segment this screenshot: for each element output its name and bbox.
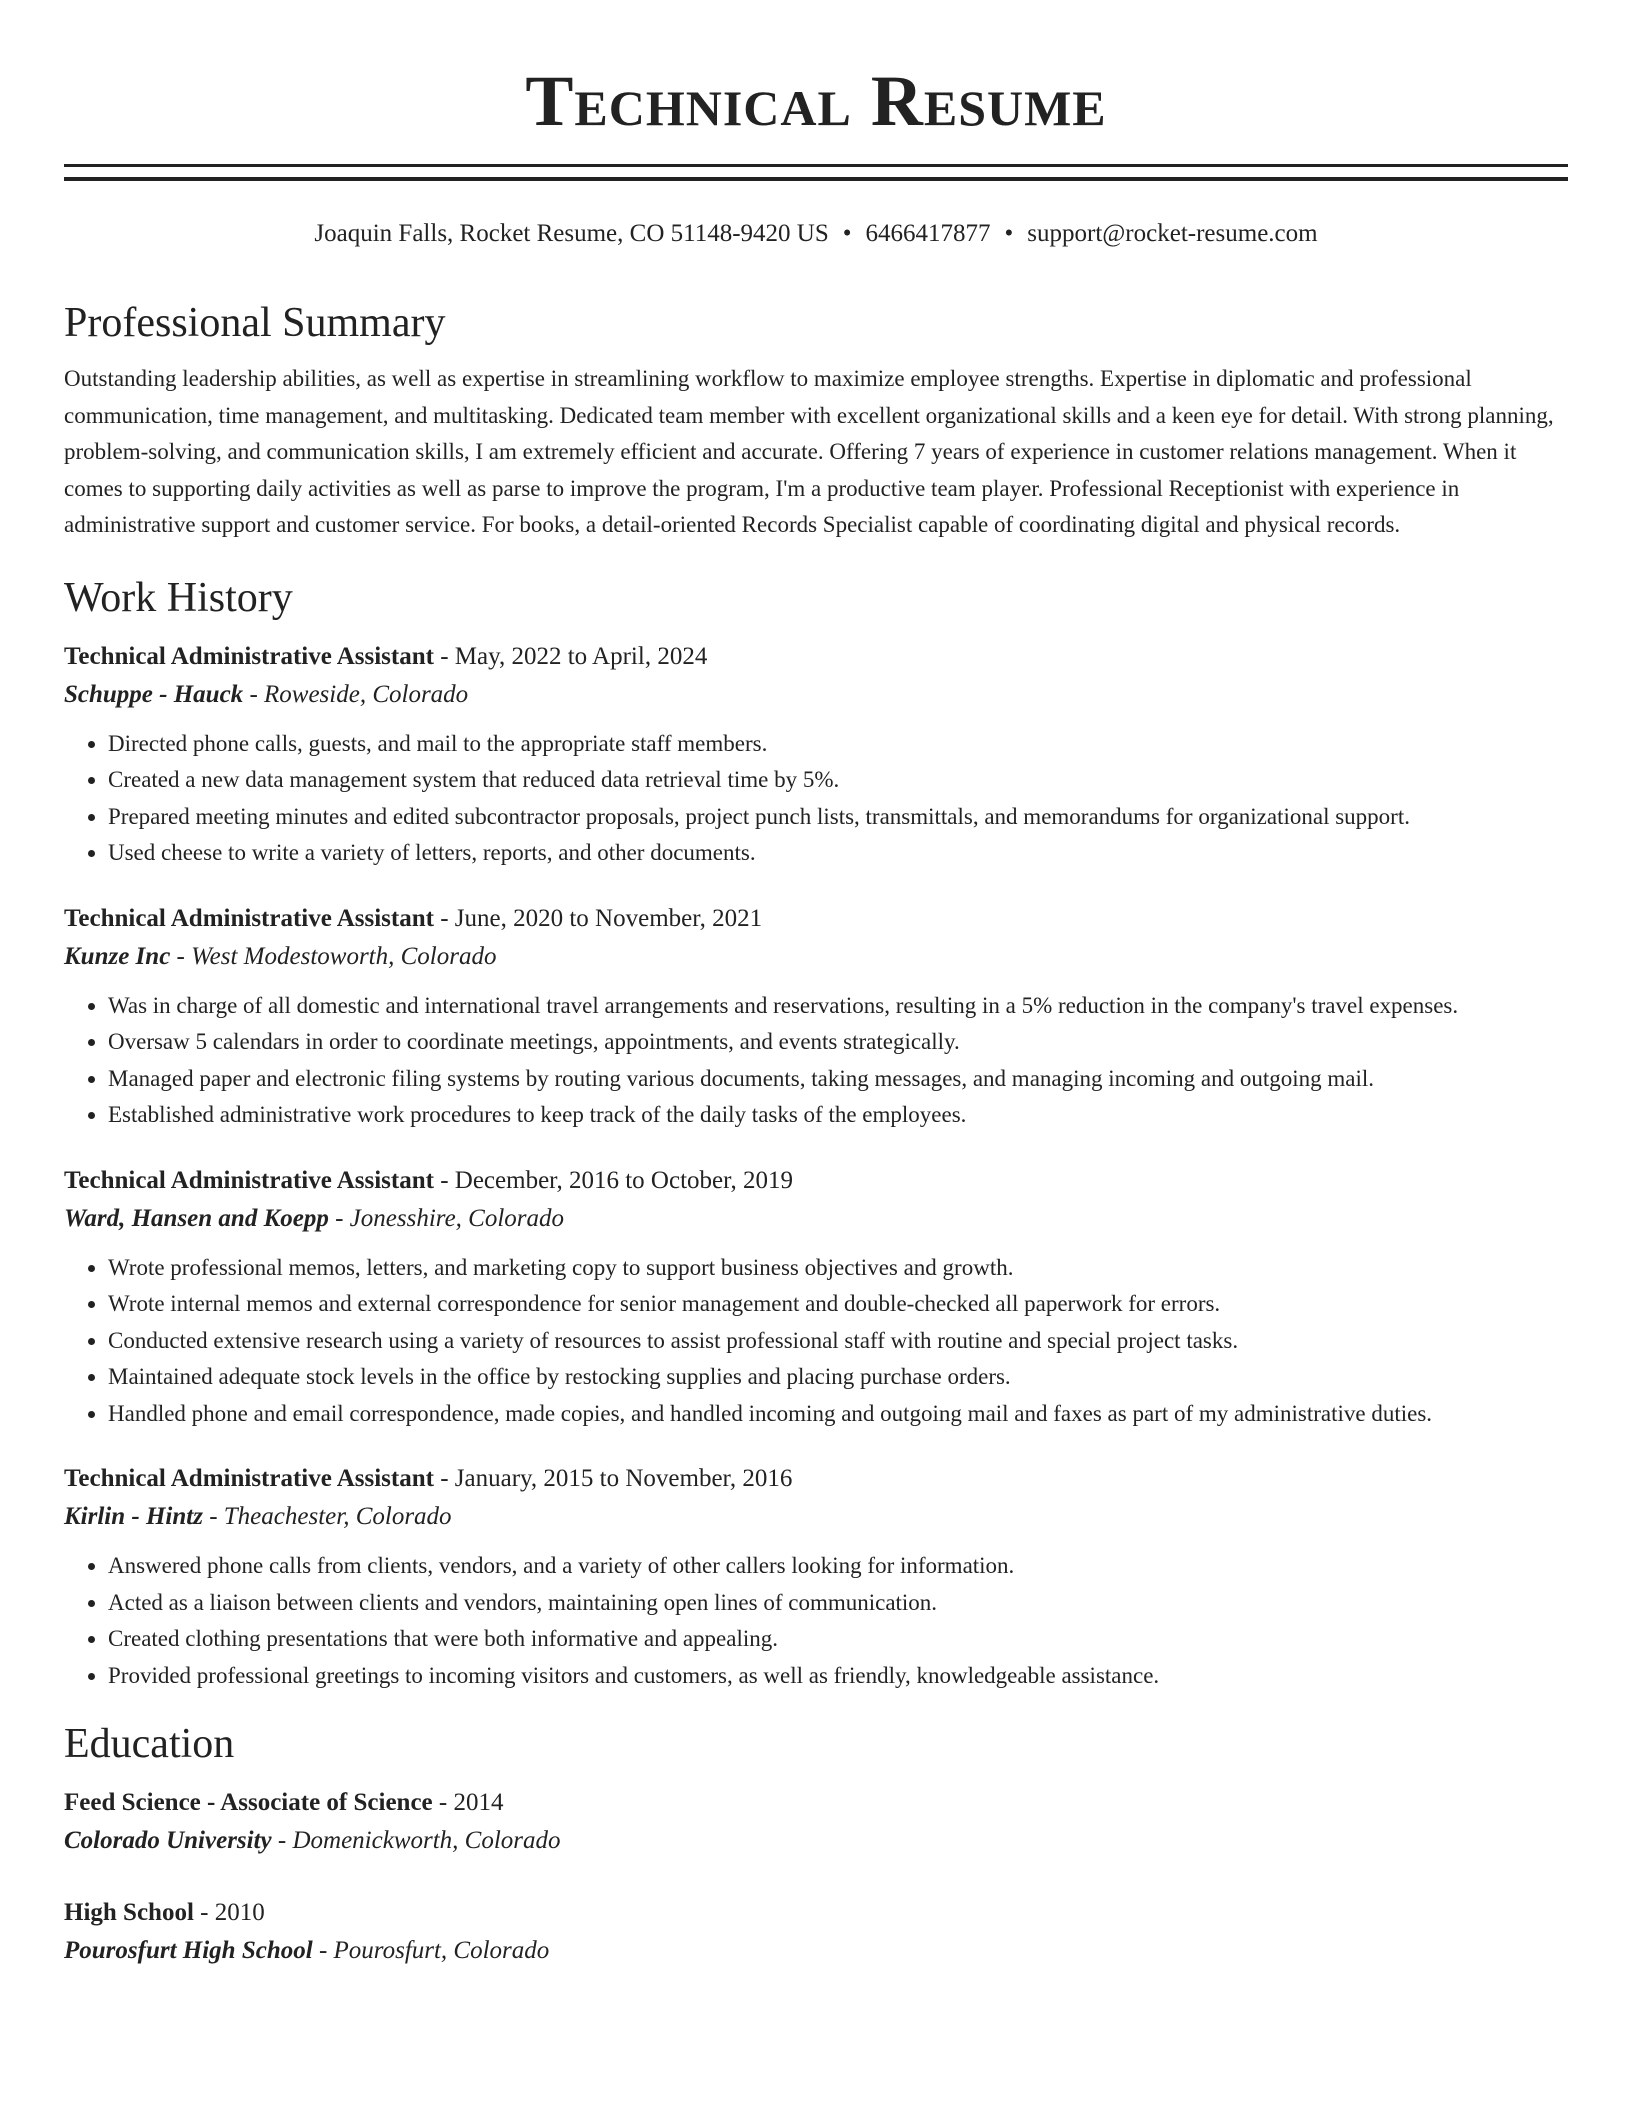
company-location: - Roweside, Colorado xyxy=(243,680,469,708)
job-entry xyxy=(64,1460,1568,1694)
list-item: • Created clothing presentations that were both informative and appealing. xyxy=(108,1621,1568,1658)
education-heading: Education xyxy=(64,1721,235,1767)
list-item: • Created a new data management system that reduced data retrieval time by 5%. xyxy=(108,762,1568,799)
job-duties-list xyxy=(64,1548,1568,1694)
company-name: Ward, Hansen and Koepp xyxy=(64,1204,329,1232)
company-name: Kunze Inc xyxy=(64,942,171,970)
job-title-line xyxy=(64,1162,1568,1200)
list-item: • Handled phone and email correspondence, made copies, and handled incoming and outgoing mail and faxes as part of my administrative duties. xyxy=(108,1396,1568,1433)
list-item: • Directed phone calls, guests, and mail to the appropriate staff members. xyxy=(108,726,1568,763)
job-entry xyxy=(64,900,1568,1134)
work-history-heading: Work History xyxy=(64,574,293,621)
job-dates: - May, 2022 to April, 2024 xyxy=(433,642,708,670)
degree-line xyxy=(64,1894,1568,1932)
degree: Feed Science - Associate of Science xyxy=(64,1789,433,1816)
list-item: • Managed paper and electronic filing systems by routing various documents, taking messages, and managing incoming and outgoing mail. xyxy=(108,1061,1568,1098)
degree-line xyxy=(64,1784,1568,1822)
list-item: • Prepared meeting minutes and edited subcontractor proposals, project punch lists, transmittals, and memorandums for organizational support. xyxy=(108,799,1568,836)
school-location: - Pourosfurt, Colorado xyxy=(312,1937,550,1964)
summary-heading: Professional Summary xyxy=(64,300,446,346)
job-title: Technical Administrative Assistant xyxy=(64,904,434,932)
education-entry xyxy=(64,1894,1568,1970)
title-divider xyxy=(64,164,1568,181)
list-item: • Was in charge of all domestic and international travel arrangements and reservations, resulting in a 5% reduction in the company's travel expenses. xyxy=(108,988,1568,1025)
contact-address: Joaquin Falls, Rocket Resume, CO 51148-9420 US xyxy=(314,220,829,247)
job-title: Technical Administrative Assistant xyxy=(64,642,434,670)
school-name: Colorado University xyxy=(64,1827,272,1854)
job-title: Technical Administrative Assistant xyxy=(64,1166,434,1194)
resume-title: Technical Resume xyxy=(525,61,1107,141)
company-location: - West Modestoworth, Colorado xyxy=(170,942,497,970)
list-item: • Wrote internal memos and external correspondence for senior management and double-checked all paperwork for errors. xyxy=(108,1286,1568,1323)
contact-separator: • xyxy=(842,220,852,247)
job-duties-list xyxy=(64,1250,1568,1433)
job-duties-list xyxy=(64,988,1568,1134)
company-line xyxy=(64,1498,1568,1536)
degree: High School xyxy=(64,1899,194,1926)
list-item: • Maintained adequate stock levels in the office by restocking supplies and placing purchase orders. xyxy=(108,1359,1568,1396)
list-item: • Provided professional greetings to incoming visitors and customers, as well as friendly, knowledgeable assistance. xyxy=(108,1658,1568,1695)
company-line xyxy=(64,676,1568,714)
list-item: • Acted as a liaison between clients and vendors, maintaining open lines of communication. xyxy=(108,1585,1568,1622)
job-title-line xyxy=(64,1460,1568,1498)
list-item: • Used cheese to write a variety of letters, reports, and other documents. xyxy=(108,835,1568,872)
company-location: - Jonesshire, Colorado xyxy=(328,1204,565,1232)
company-name: Schuppe - Hauck xyxy=(64,680,244,708)
company-line xyxy=(64,938,1568,976)
job-dates: - December, 2016 to October, 2019 xyxy=(433,1166,793,1194)
job-title-line xyxy=(64,638,1568,676)
company-name: Kirlin - Hintz xyxy=(64,1503,203,1530)
job-dates: - January, 2015 to November, 2016 xyxy=(433,1465,793,1492)
job-dates: - June, 2020 to November, 2021 xyxy=(433,904,763,932)
job-entry xyxy=(64,638,1568,872)
list-item: • Wrote professional memos, letters, and marketing copy to support business objectives and growth. xyxy=(108,1250,1568,1287)
job-title-line xyxy=(64,900,1568,938)
summary-text: Outstanding leadership abilities, as well as expertise in streamlining workflow to maximize employee strengths. Expertise in diplomatic and professional communication, time management, and multitasking. Dedicated team member with excellent organizational skills and a keen eye for detail. With strong planning, problem-solving, and communication skills, I am extremely efficient and accurate. Offering 7 years of experience in customer relations management. When it comes to supporting daily activities as well as parse to improve the program, I'm a productive team player. Professional Receptionist with experience in administrative support and customer service. For books, a detail-oriented Records Specialist capable of coordinating digital and physical records. xyxy=(64,366,1554,537)
company-location: - Theachester, Colorado xyxy=(202,1503,452,1530)
job-title: Technical Administrative Assistant xyxy=(64,1465,434,1492)
graduation-year: - 2010 xyxy=(193,1899,265,1926)
company-line xyxy=(64,1200,1568,1238)
job-entry xyxy=(64,1162,1568,1433)
list-item: • Oversaw 5 calendars in order to coordinate meetings, appointments, and events strategically. xyxy=(108,1024,1568,1061)
education-entry xyxy=(64,1784,1568,1860)
graduation-year: - 2014 xyxy=(432,1789,504,1816)
contact-email: support@rocket-resume.com xyxy=(1027,220,1318,247)
school-name: Pourosfurt High School xyxy=(64,1937,313,1964)
job-duties-list xyxy=(64,726,1568,872)
contact-separator: • xyxy=(1004,220,1014,247)
contact-phone: 6466417877 xyxy=(865,220,991,247)
list-item: • Established administrative work procedures to keep track of the daily tasks of the employees. xyxy=(108,1097,1568,1134)
contact-line xyxy=(64,217,1568,251)
school-location: - Domenickworth, Colorado xyxy=(271,1827,561,1854)
school-line xyxy=(64,1822,1568,1860)
school-line xyxy=(64,1932,1568,1970)
list-item: • Answered phone calls from clients, vendors, and a variety of other callers looking for information. xyxy=(108,1548,1568,1585)
list-item: • Conducted extensive research using a variety of resources to assist professional staff with routine and special project tasks. xyxy=(108,1323,1568,1360)
